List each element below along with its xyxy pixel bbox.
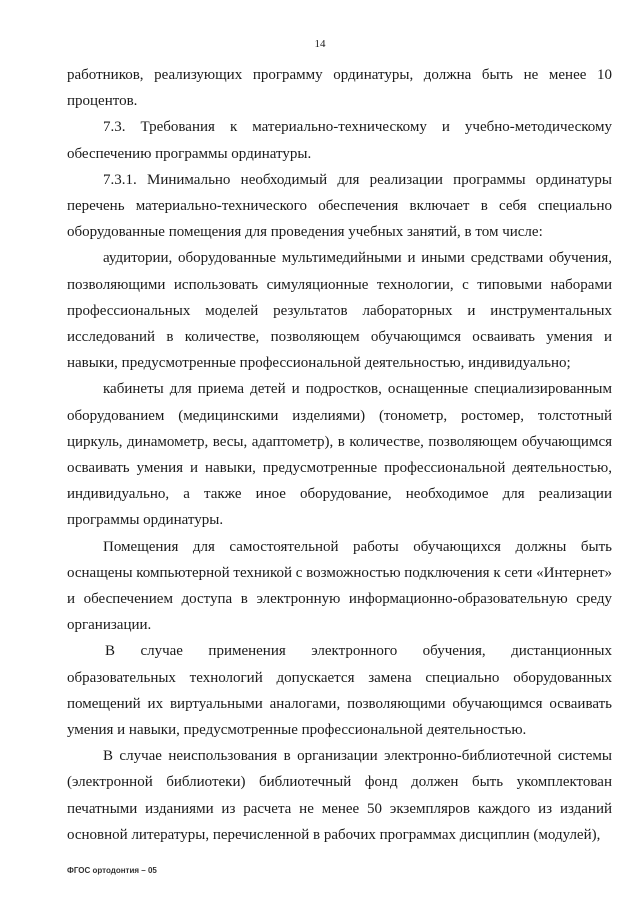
document-body [67,62,612,848]
paragraph-library-fund: В случае неиспользования в организации электронно-библиотечной системы (электронной библиотеки) библиотечный фонд должен быть укомплектован печатными изданиями из расчета не менее 50 экземпляров каждого из изданий основной литературы, перечисленной в рабочих программах дисциплин (модулей), [67,748,612,843]
paragraph-cabinets: кабинеты для приема детей и подростков, оснащенные специализированным оборудованием (медицинскими изделиями) (тонометр, ростомер, толстотный циркуль, динамометр, весы, адаптометр), в количестве, позволяющем обучающимся осваивать умения и навыки, предусмотренные профессиональной деятельностью, индивидуально, а также иное оборудование, необходимое для реализации программы ординатуры. [67,381,612,529]
page-number: 14 [314,38,326,50]
page-footer: ФГОС ортодонтия – 05 [67,866,157,875]
paragraph-staff-requirement: работников, реализующих программу ординатуры, должна быть не менее 10 процентов. [67,67,612,110]
paragraph-e-learning: В случае применения электронного обучения, дистанционных образовательных технологий допускается замена специально оборудованных помещений их виртуальными аналогами, позволяющими обучающимся осваивать умения и навыки, предусмотренные профессиональной деятельностью. [67,643,612,739]
paragraph-section-7-3-1: 7.3.1. Минимально необходимый для реализации программы ординатуры перечень материально-технического обеспечения включает в себя специально оборудованные помещения для проведения учебных занятий, в том числе: [67,171,612,241]
paragraph-auditoriums: аудитории, оборудованные мультимедийными и иными средствами обучения, позволяющими использовать симуляционные технологии, с типовыми наборами профессиональных моделей результатов лабораторных и инструментальных исследований в количестве, позволяющем обучающимся осваивать умения и навыки, предусмотренные профессиональной деятельностью, индивидуально; [67,250,612,372]
paragraph-section-7-3: 7.3. Требования к материально-техническому и учебно-методическому обеспечению программы ординатуры. [67,119,612,162]
paragraph-self-study-rooms: Помещения для самостоятельной работы обучающихся должны быть оснащены компьютерной техникой с возможностью подключения к сети «Интернет» и обеспечением доступа в электронную информационно-образовательную среду организации. [67,538,612,634]
